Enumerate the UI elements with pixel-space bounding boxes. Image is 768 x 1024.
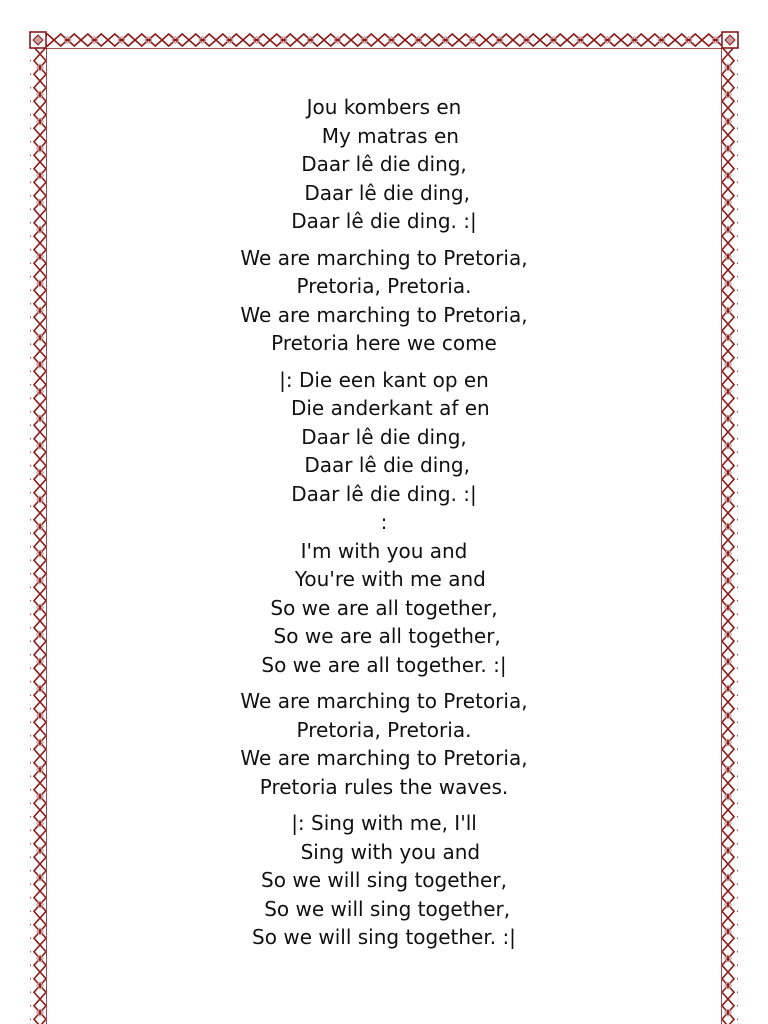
lyric-line: Die anderkant af en <box>278 396 490 420</box>
lyric-line: So we will sing together, <box>257 896 511 921</box>
lyric-line: Jou kombers en <box>306 95 462 119</box>
stanza-1 <box>90 93 678 236</box>
stanza-2 <box>90 244 678 358</box>
corner-ornament-right <box>722 32 738 48</box>
lyric-line: So we are all together, <box>270 595 498 620</box>
lyric-line: We are marching to Pretoria, <box>240 245 528 270</box>
lyric-line: We are marching to Pretoria, <box>240 689 528 713</box>
lyric-line: Daar lê die ding, <box>298 180 470 205</box>
lyrics-body <box>90 93 678 960</box>
corner-ornament-left <box>30 32 46 48</box>
lyric-line: I'm with you and <box>300 538 468 563</box>
lyric-line: Daar lê die ding, <box>298 453 470 477</box>
lyric-line: Daar lê die ding. :| <box>291 481 477 506</box>
lyric-line: Pretoria rules the waves. <box>259 774 509 799</box>
stanza-3 <box>90 366 678 680</box>
lyric-line: Daar lê die ding. :| <box>291 209 477 233</box>
lyric-line: So we are all together, <box>267 624 501 648</box>
lyric-line: Pretoria, Pretoria. <box>296 274 472 298</box>
lyric-line: : <box>380 510 388 534</box>
lyric-line: Daar lê die ding, <box>301 152 467 176</box>
lyric-line: So we will sing together, <box>261 868 507 892</box>
stanza-5 <box>90 809 678 952</box>
lyric-line: So we will sing together. :| <box>252 925 516 949</box>
stanza-4 <box>90 687 678 801</box>
lyric-line: We are marching to Pretoria, <box>240 302 528 327</box>
lyric-line: So we are all together. :| <box>261 652 507 677</box>
lyric-line: My matras en <box>309 123 459 148</box>
lyric-line: Sing with you and <box>287 839 481 864</box>
lyric-line: Pretoria, Pretoria. <box>296 717 472 742</box>
lyric-line: We are marching to Pretoria, <box>240 746 528 770</box>
lyric-line: Daar lê die ding, <box>301 424 467 449</box>
lyric-line: |: Die een kant op en <box>279 367 489 392</box>
lyric-line: Pretoria here we come <box>271 331 497 355</box>
lyric-line: |: Sing with me, I'll <box>291 811 477 835</box>
lyric-line: You're with me and <box>282 567 486 591</box>
